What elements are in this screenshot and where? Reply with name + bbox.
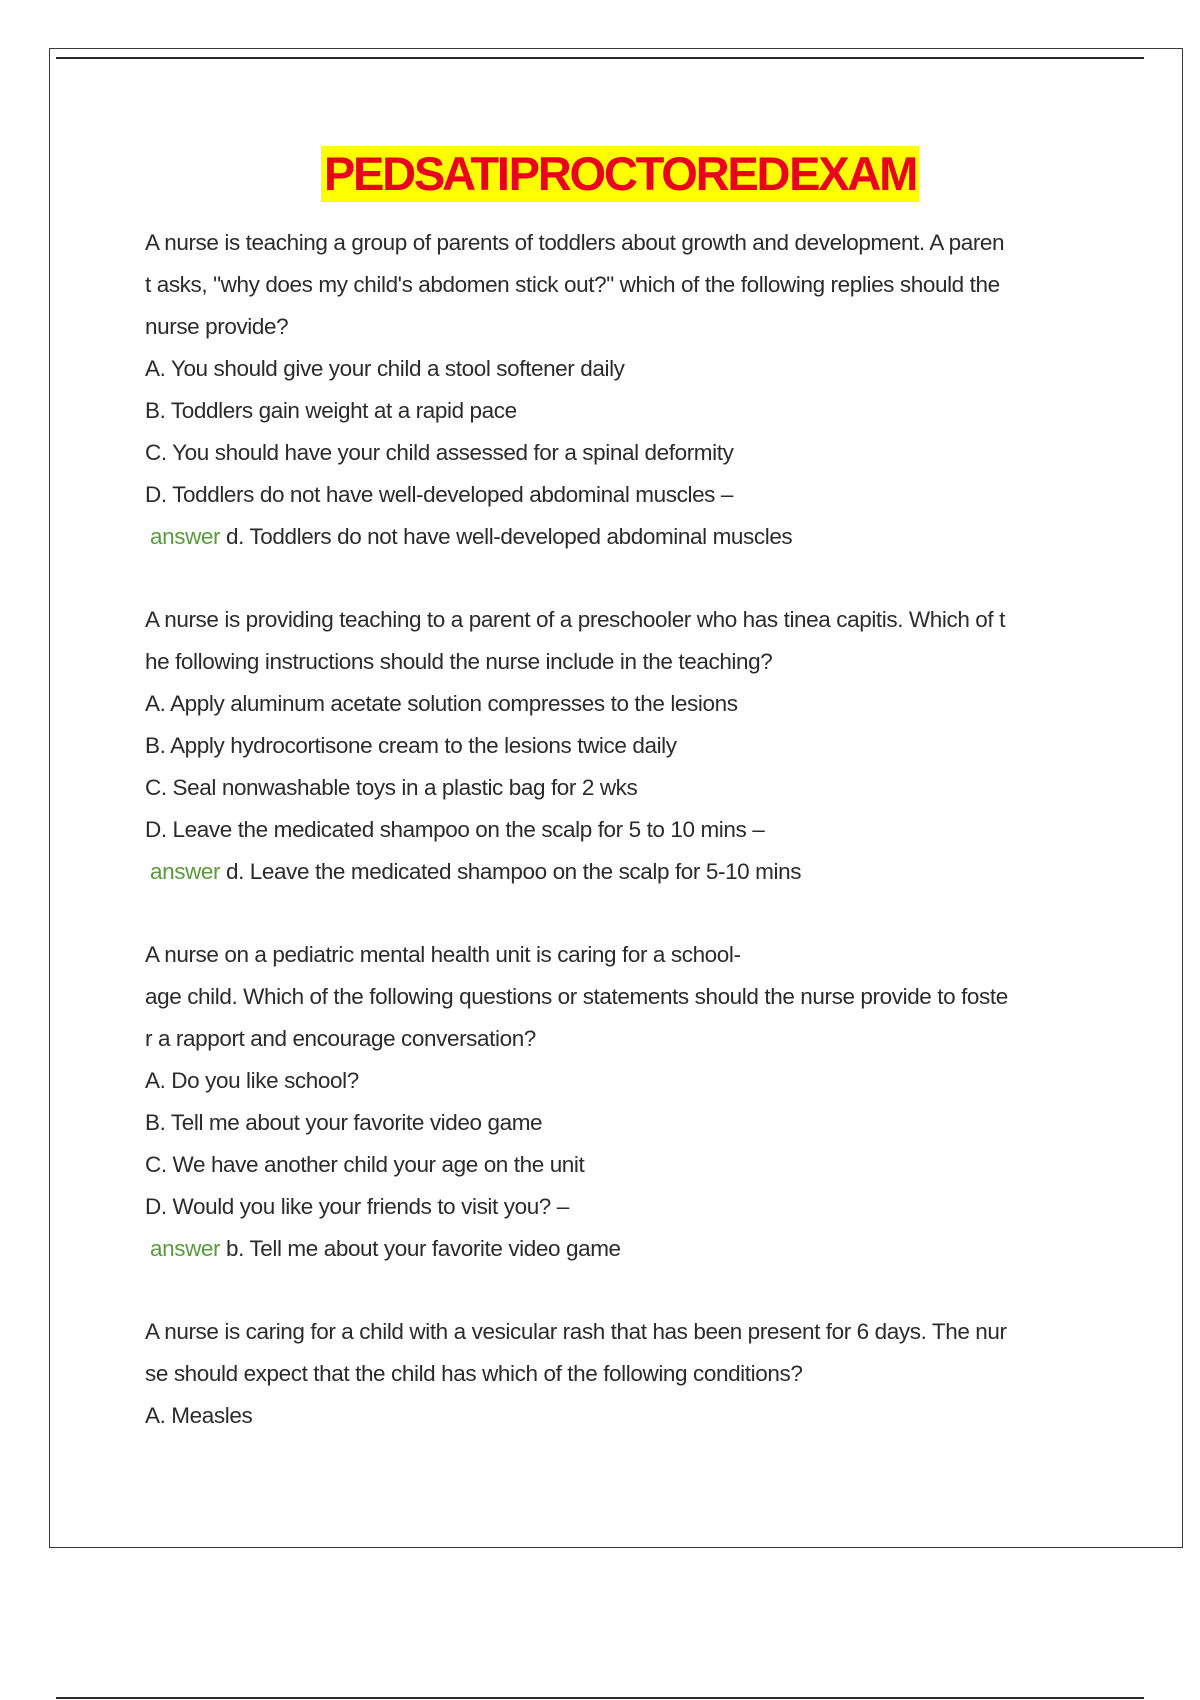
top-rule — [56, 57, 1144, 59]
answer-label: answer — [150, 859, 221, 884]
question-spacer — [145, 558, 1095, 599]
option-b: B. Apply hydrocortisone cream to the lesions twice daily — [145, 733, 677, 758]
option-c: C. We have another child your age on the unit — [145, 1152, 585, 1177]
answer-label: answer — [150, 524, 221, 549]
option-a: A. Apply aluminum acetate solution compresses to the lesions — [145, 691, 738, 716]
question-spacer — [145, 1270, 1095, 1311]
question-stem-line: nurse provide? — [145, 314, 289, 339]
option-c: C. Seal nonwashable toys in a plastic bag for 2 wks — [145, 775, 638, 800]
question-stem-line: A nurse on a pediatric mental health unit is caring for a school- — [145, 942, 741, 967]
option-d: D. Leave the medicated shampoo on the scalp for 5 to 10 mins – — [145, 817, 765, 842]
answer-label: answer — [150, 1236, 221, 1261]
answer-line — [145, 516, 1095, 558]
option-d: D. Would you like your friends to visit you? – — [145, 1194, 569, 1219]
answer-line — [145, 851, 1095, 893]
question-stem-line: se should expect that the child has which of the following conditions? — [145, 1361, 803, 1386]
question-stem-line: t asks, "why does my child's abdomen stick out?" which of the following replies should the — [145, 272, 1000, 297]
option-b: B. Tell me about your favorite video game — [145, 1110, 543, 1135]
question-stem-line: r a rapport and encourage conversation? — [145, 1026, 536, 1051]
question-2 — [145, 599, 1095, 893]
bottom-rule — [56, 1697, 1144, 1699]
question-stem-line: A nurse is teaching a group of parents of toddlers about growth and development. A paren — [145, 230, 1005, 255]
option-b: B. Toddlers gain weight at a rapid pace — [145, 398, 517, 423]
answer-text: d. Leave the medicated shampoo on the scalp for 5-10 mins — [220, 859, 802, 884]
title-block — [0, 146, 1200, 202]
question-stem-line: age child. Which of the following questions or statements should the nurse provide to foste — [145, 984, 1008, 1009]
option-a: A. Do you like school? — [145, 1068, 359, 1093]
option-d: D. Toddlers do not have well-developed abdominal muscles – — [145, 482, 733, 507]
answer-text: b. Tell me about your favorite video game — [220, 1236, 621, 1261]
question-stem-line: A nurse is providing teaching to a parent of a preschooler who has tinea capitis. Which of t — [145, 607, 1005, 632]
question-1 — [145, 222, 1095, 558]
document-title: PEDS ATI PROCTORED EXAM — [321, 146, 919, 202]
question-3 — [145, 934, 1095, 1270]
question-stem-line: A nurse is caring for a child with a vesicular rash that has been present for 6 days. The nur — [145, 1319, 1007, 1344]
option-a: A. Measles — [145, 1403, 253, 1428]
document-body — [145, 222, 1095, 1437]
question-4 — [145, 1311, 1095, 1437]
answer-line — [145, 1228, 1095, 1270]
option-a: A. You should give your child a stool softener daily — [145, 356, 625, 381]
answer-text: d. Toddlers do not have well-developed abdominal muscles — [220, 524, 793, 549]
question-stem-line: he following instructions should the nurse include in the teaching? — [145, 649, 773, 674]
option-c: C. You should have your child assessed for a spinal deformity — [145, 440, 734, 465]
question-spacer — [145, 893, 1095, 934]
